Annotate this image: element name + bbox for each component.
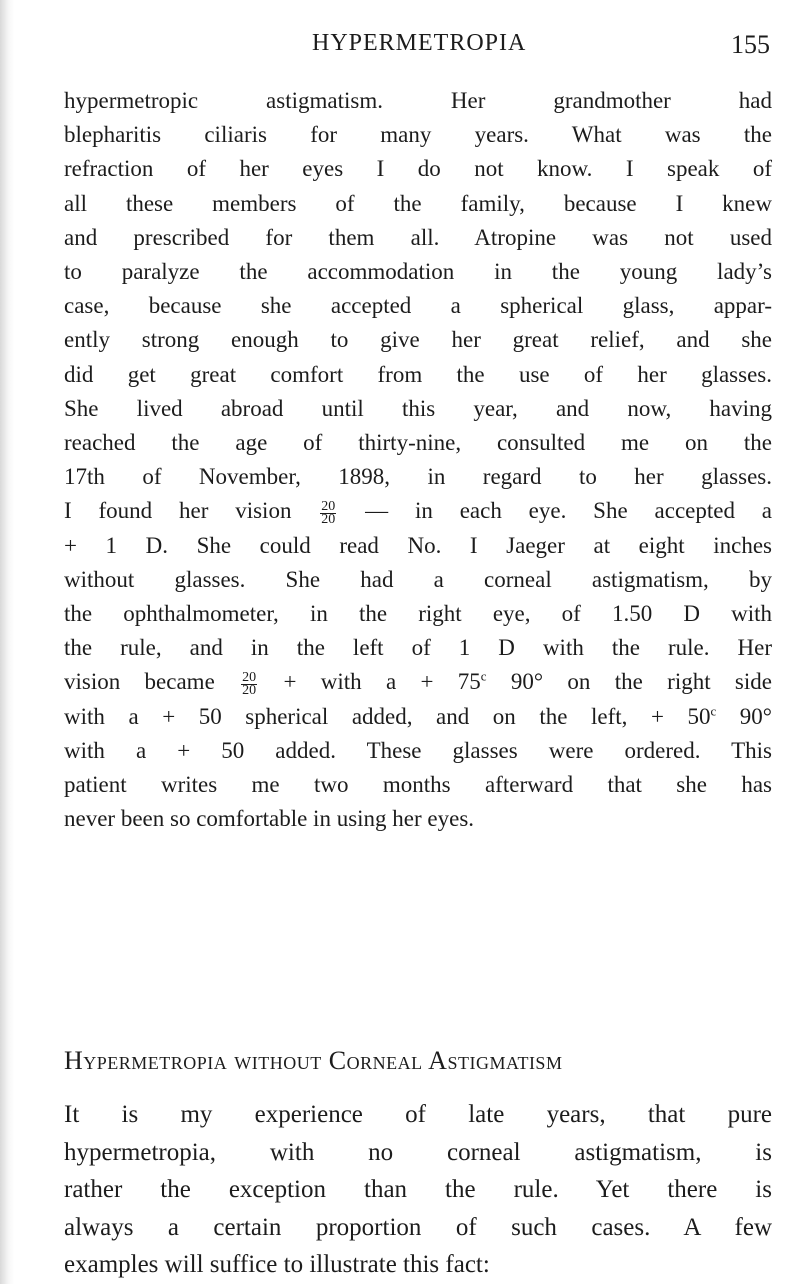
vision-fraction xyxy=(320,498,336,527)
text-line: hypermetropia, with no corneal astigmatism, is xyxy=(64,1138,772,1166)
text-segment: 90° xyxy=(716,703,772,729)
text-segment: I found her vision xyxy=(64,498,292,524)
running-head xyxy=(64,30,770,64)
text-line: without glasses. She had a corneal astigmatism, by xyxy=(64,566,772,592)
text-line: the rule, and in the left of 1 D with the rule. Her xyxy=(64,635,772,661)
text-line: hypermetropic astigmatism. Her grandmother had xyxy=(64,88,772,113)
text-line: reached the age of thirty-nine, consulted me on the xyxy=(64,430,772,456)
text-line: ently strong enough to give her great relief, and she xyxy=(64,327,772,353)
page-number: 155 xyxy=(731,30,770,59)
text-line: did get great comfort from the use of her glasses. xyxy=(64,361,772,387)
text-line: never been so comfortable in using her eyes. xyxy=(64,806,475,832)
text-line-with-fraction xyxy=(64,494,772,528)
text-segment: vision became xyxy=(64,669,215,695)
text-segment: + with a + 75 xyxy=(283,669,481,695)
section-heading: Hypermetropia without Corneal Astigmatism xyxy=(64,1046,563,1075)
text-line: and prescribed for them all. Atropine was not used xyxy=(64,224,772,250)
text-line: blepharitis ciliaris for many years. What was the xyxy=(64,122,772,148)
text-line: case, because she accepted a spherical glass, appar- xyxy=(64,293,772,319)
fraction-numerator: 20 xyxy=(242,669,257,685)
text-line: with a + 50 added. These glasses were ordered. This xyxy=(64,737,772,763)
fraction-denominator: 20 xyxy=(321,511,336,527)
text-line-with-fraction xyxy=(64,665,772,699)
fraction-denominator: 20 xyxy=(242,682,257,698)
vision-fraction xyxy=(241,669,257,698)
superscript: c xyxy=(480,668,487,684)
text-line: 17th of November, 1898, in regard to her glasses. xyxy=(64,464,772,490)
text-line: She lived abroad until this year, and now, having xyxy=(64,395,772,421)
text-line: It is my experience of late years, that pure xyxy=(64,1101,772,1128)
text-line: + 1 D. She could read No. I Jaeger at eight inches xyxy=(64,532,772,558)
section-paragraph xyxy=(64,1096,772,1284)
text-line: all these members of the family, because I knew xyxy=(64,190,772,216)
text-line-with-superscript xyxy=(64,700,772,734)
text-line: examples will suffice to illustrate this fact: xyxy=(64,1251,490,1278)
text-line: always a certain proportion of such cases. A few xyxy=(64,1213,772,1241)
text-segment: with a + 50 spherical added, and on the left, + 50 xyxy=(64,703,711,729)
body-paragraph xyxy=(64,84,772,836)
text-segment: 90° on the right side xyxy=(486,669,772,695)
superscript: c xyxy=(710,703,717,718)
text-line: rather the exception than the rule. Yet there is xyxy=(64,1176,772,1203)
text-line: the ophthalmometer, in the right eye, of 1.50 D with xyxy=(64,601,772,627)
running-title: HYPERMETROPIA xyxy=(312,30,527,56)
text-line: patient writes me two months afterward that she has xyxy=(64,772,772,798)
text-segment: — in each eye. She accepted a xyxy=(365,498,773,524)
text-line: refraction of her eyes I do not know. I speak of xyxy=(64,156,772,182)
page-spine-shadow xyxy=(0,0,14,1284)
text-line: to paralyze the accommodation in the young lady’s xyxy=(64,259,772,285)
fraction-numerator: 20 xyxy=(321,498,336,514)
